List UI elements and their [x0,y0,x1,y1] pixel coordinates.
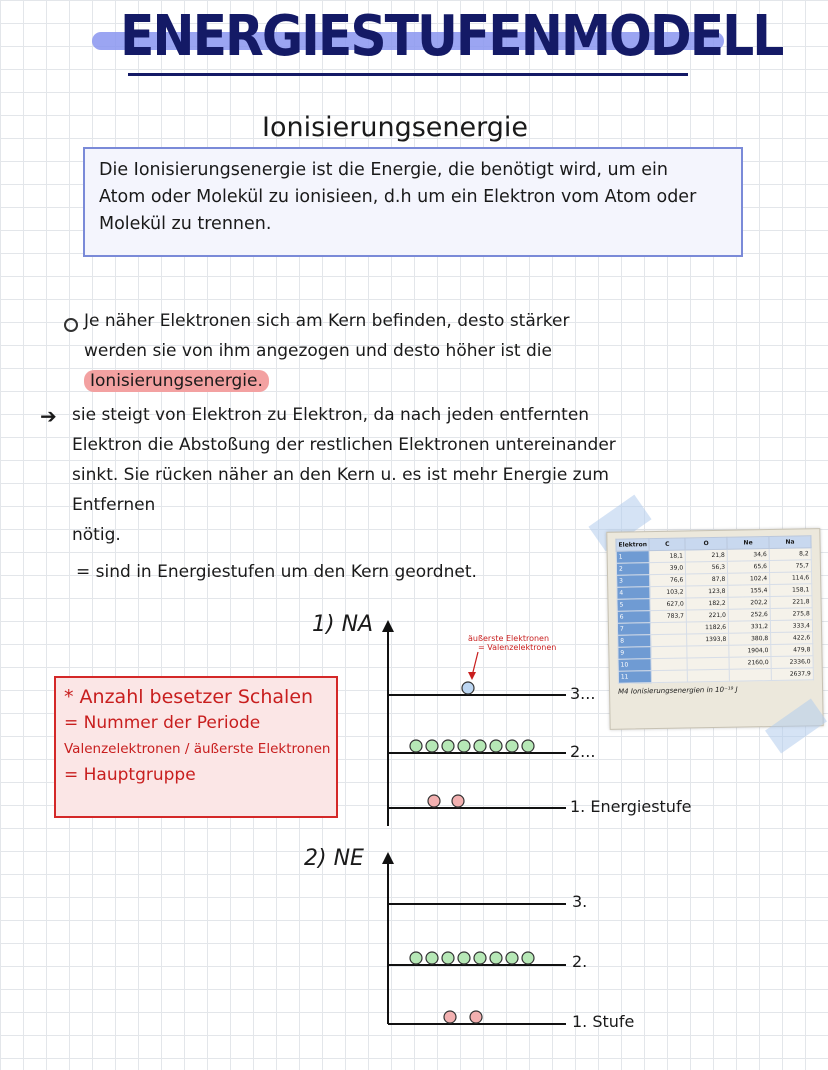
table-cell: 221,0 [686,609,728,622]
arrow-line-2: Elektron die Abstoßung der restlichen Elektronen untereinander [72,435,616,455]
table-cell: 114,6 [770,572,812,585]
energy-diagram-ne [300,846,740,1036]
arrow-line-3: sinkt. Sie rücken näher an den Kern u. es ist mehr Energie zum Entfernen [72,465,609,515]
definition-line-1: Die Ionisierungsenergie ist die Energie, die benötigt wird, um ein [99,160,668,180]
bullet-line-2 [84,336,684,396]
electron [458,952,470,964]
table-cell: 627,0 [650,598,686,611]
electrons-group [410,952,534,1023]
annotation-arrow-icon [468,672,476,680]
definition-line-2: Atom oder Molekül zu ionisieen, d.h um ein Elektron vom Atom oder [99,187,697,207]
table-cell: 422,6 [771,632,813,645]
arrow-line-1: sie steigt von Elektron zu Elektron, da nach jeden entfernten [72,405,590,425]
level-label-1: 1. Stufe [572,1012,635,1031]
table-cell: 8,2 [769,548,811,561]
electron [426,740,438,752]
table-cell: 5 [617,599,651,612]
level-label-2: 2... [570,742,596,761]
arrow-line-4: nötig. [72,525,121,545]
table-cell: 65,6 [727,561,769,574]
bullet-paragraph [84,306,684,396]
electron [462,682,474,694]
table-cell: 2336,0 [771,656,813,669]
table-cell: 4 [617,587,651,600]
table-cell: 1904,0 [729,645,771,658]
bullet-line-1: Je näher Elektronen sich am Kern befinden, desto stärker [84,311,570,331]
electron [428,795,440,807]
level-label-3: 3... [570,684,596,703]
electron [442,952,454,964]
table-cell: 275,8 [770,608,812,621]
level-label-1: 1. Energiestufe [570,797,692,816]
table-header: C [649,538,685,551]
level-label-2: 2. [572,952,588,971]
table-cell: 202,2 [728,597,770,610]
table-cell: 182,2 [686,597,728,610]
definition-line-3: Molekül zu trennen. [99,214,272,234]
table-cell: 39,0 [650,562,686,575]
table-cell: 479,8 [771,644,813,657]
axis-arrow-icon [382,852,394,864]
red-box-line-3: Valenzelektronen / äußerste Elektronen [64,741,331,757]
table-cell: 783,7 [651,610,687,623]
table-cell: 34,6 [727,549,769,562]
table-cell: 103,2 [650,586,686,599]
electron [426,952,438,964]
table-cell: 102,4 [728,573,770,586]
red-box-line-2: = Nummer der Periode [64,713,261,733]
table-cell: 221,8 [770,596,812,609]
electron [506,952,518,964]
table-cell: 18,1 [650,550,686,563]
table-header: Na [769,536,811,549]
table-cell: 2160,0 [729,657,771,670]
electron [442,740,454,752]
equals-line: = sind in Energiestufen um den Kern geordnet. [76,562,477,582]
electron [474,740,486,752]
table-header: O [685,537,727,550]
table-cell: 333,4 [770,620,812,633]
title-underline [128,73,688,76]
electron [410,952,422,964]
electron [490,740,502,752]
red-box-line-1: * Anzahl besetzer Schalen [64,686,314,708]
table-caption: M4 Ionisierungsenergien in 10⁻¹⁹ J [618,685,738,696]
table-cell: 21,8 [685,549,727,562]
electron [458,740,470,752]
table-cell: 331,2 [728,621,770,634]
table-cell: 158,1 [770,584,812,597]
arrow-right-icon: ➔ [40,404,57,428]
page-title: ENERGIESTUFENMODELL [120,4,783,69]
table-cell: 11 [618,671,652,684]
table-cell: 87,8 [686,573,728,586]
electron [444,1011,456,1023]
table-cell: 8 [618,635,652,648]
table-header: Ne [727,537,769,550]
table-cell: 10 [618,659,652,672]
table-cell: 380,8 [729,633,771,646]
electron [490,952,502,964]
electron [522,740,534,752]
table-cell: 1 [616,551,650,564]
table-cell: 1393,8 [687,633,729,646]
electron [522,952,534,964]
electron [452,795,464,807]
highlight-ionization: Ionisierungsenergie. [84,370,269,392]
bullet-circle-icon [64,318,78,332]
table-cell: 2 [616,563,650,576]
axis-arrow-icon [382,620,394,632]
annotation-line-2: = Valenzelektronen [478,643,557,652]
table-cell: 6 [617,611,651,624]
electron [506,740,518,752]
red-box-line-4: = Hauptgruppe [64,765,196,785]
table-header: Elektron [616,539,650,552]
table-cell: 56,3 [686,561,728,574]
level-label-3: 3. [572,892,588,911]
table-cell: 2637,9 [771,668,813,681]
table-cell: 7 [617,623,651,636]
annotation-text [468,634,556,652]
table-cell: 3 [617,575,651,588]
table-cell: 9 [618,647,652,660]
table-cell: 75,7 [769,560,811,573]
table-cell: 252,6 [728,609,770,622]
section-subtitle: Ionisierungsenergie [262,112,529,143]
electron [410,740,422,752]
bullet-line-2-text: werden sie von ihm angezogen und desto höher ist die [84,341,552,361]
summary-red-box [54,676,338,818]
diagram-label-ne: 2) NE [304,846,364,871]
table-cell: 123,8 [686,585,728,598]
definition-box [83,147,743,257]
electron [470,1011,482,1023]
annotation-line-1: äußerste Elektronen [468,634,550,643]
diagram-label-na: 1) NA [312,612,374,637]
table-cell: 155,4 [728,585,770,598]
table-cell: 76,6 [650,574,686,587]
table-cell: 1182,6 [687,621,729,634]
electron [474,952,486,964]
electrons-group [410,682,534,807]
